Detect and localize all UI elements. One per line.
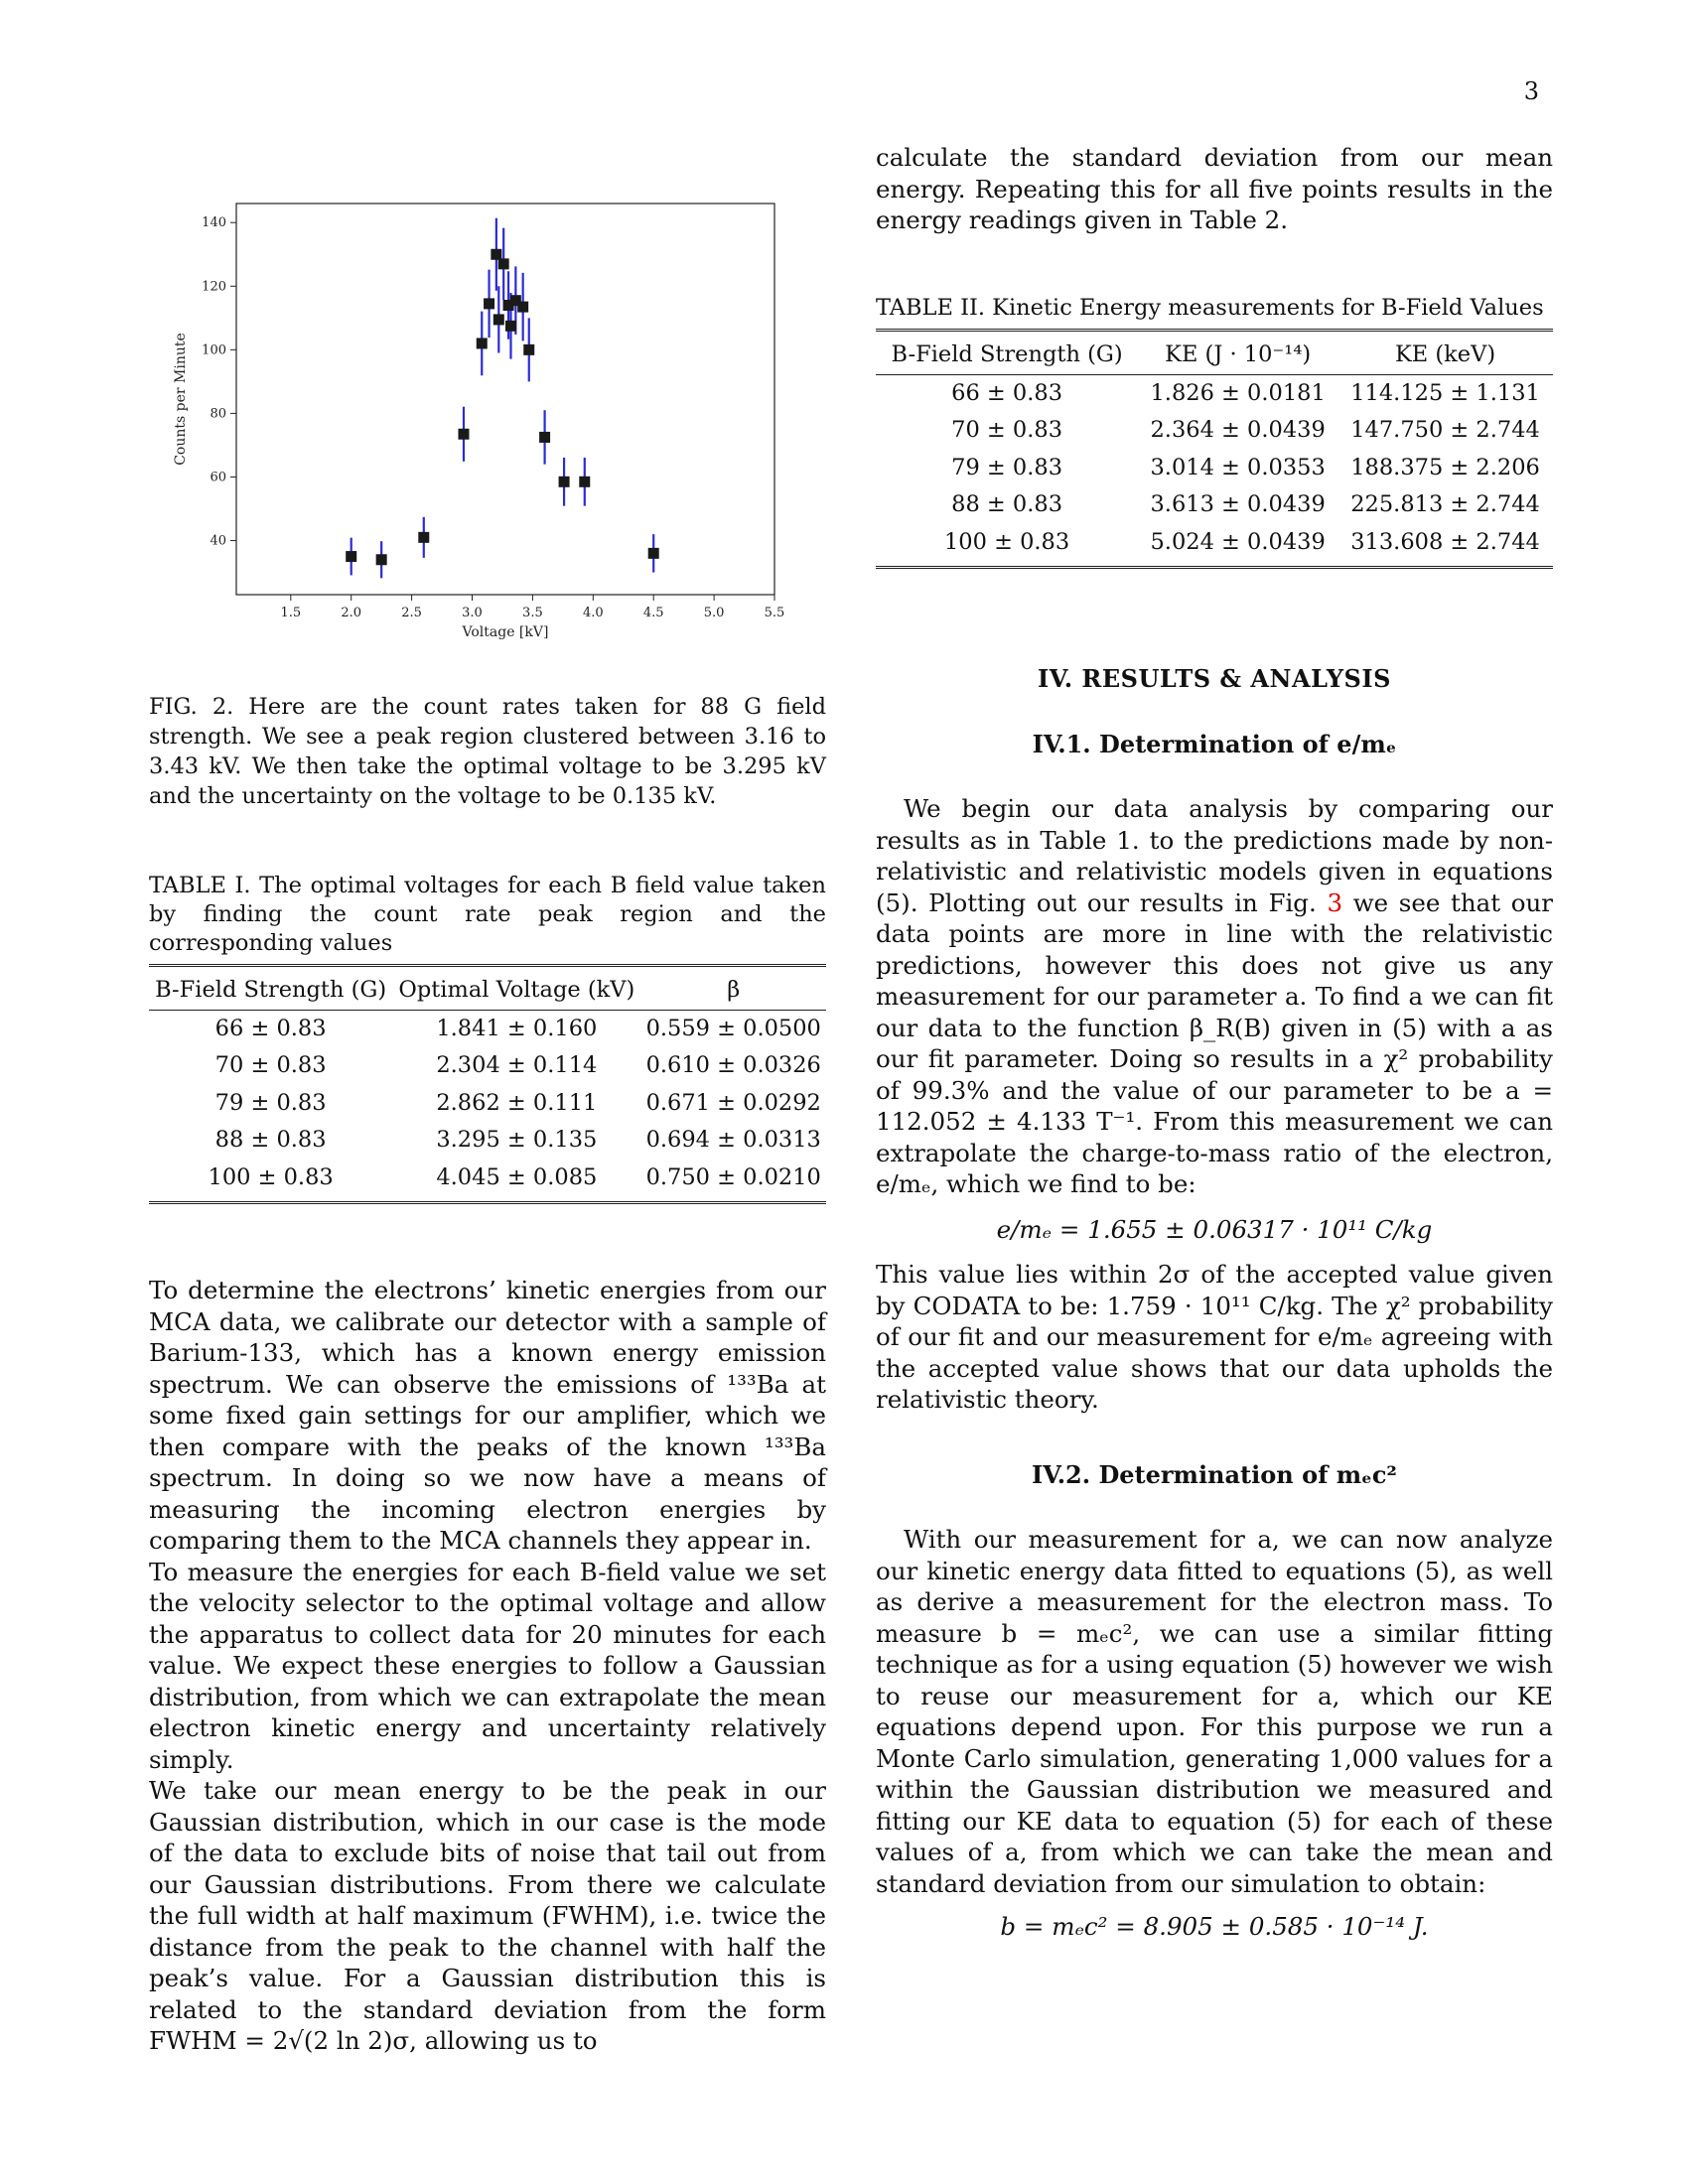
x-tick-label: 4.5: [642, 606, 664, 620]
subsection-heading: IV.1. Determination of e/mₑ: [1032, 729, 1397, 758]
x-tick-label: 1.5: [280, 606, 302, 620]
table-row: [876, 450, 1553, 487]
y-tick-label: 100: [202, 342, 226, 358]
left-column-body: [149, 1275, 826, 2057]
table-cell: 79 ± 0.83: [951, 454, 1063, 480]
table-cell: 188.375 ± 2.206: [1350, 454, 1540, 480]
table-cell: 4.045 ± 0.085: [392, 1160, 640, 1203]
subsection-heading: IV.2. Determination of mₑc²: [1032, 1459, 1397, 1489]
y-tick-label: 40: [210, 533, 226, 549]
x-tick-label: 3.0: [462, 606, 483, 620]
table-header-row: [876, 331, 1553, 375]
table-row: [876, 412, 1553, 450]
table-cell: 3.014 ± 0.0353: [1150, 454, 1326, 480]
figure-caption: FIG. 2. Here are the count rates taken for 88 G field strength. We see a peak region clustered between 3.16 to 3.43 kV. We then take the optimal voltage to be 3.295 kV and the uncertainty on the voltage to be 0.135 kV.: [149, 694, 826, 809]
figure-2: [159, 194, 794, 660]
results-section: [876, 663, 1553, 1943]
table-cell: 66 ± 0.83: [951, 379, 1063, 406]
figure-reference-link[interactable]: 3: [1327, 887, 1343, 917]
table-cell: 100 ± 0.83: [876, 524, 1138, 568]
table-cell: 114.125 ± 1.131: [1350, 379, 1540, 406]
table-cell: 3.295 ± 0.135: [436, 1127, 598, 1153]
table-header-cell: B-Field Strength (G): [149, 966, 392, 1011]
table-row: [876, 486, 1553, 524]
table-row: [876, 374, 1553, 412]
table-1-caption: TABLE I. The optimal voltages for each B field value taken by finding the count rate peak region and the corresponding values: [149, 873, 826, 956]
data-point: [491, 249, 501, 260]
table-cell: 88 ± 0.83: [214, 1127, 327, 1153]
body-text: we see that our data points are more in line with the relativistic predictions, however this does not give us any measurement for our parameter a. To find a we can fit our data to the function β_R(B) given in (5) with a as our fit parameter. Doing so results in a χ² probability of 99.3% and the value of our parameter to be a = 112.052 ± 4.133 T⁻¹. From this measurement we can extrapolate the charge-to-mass ratio of the electron, e/mₑ, which we find to be:: [876, 887, 1553, 1198]
data-point: [376, 554, 387, 565]
body-paragraph: With our measurement for a, we can now analyze our kinetic energy data fitted to equations (5), as well as derive a measurement for the electron mass. To measure b = mₑc², we can use a similar fitting technique as for a using equation (5) however we wish to reuse our measurement for a, which our KE equations depend upon. For this purpose we run a Monte Carlo simulation, generating 1,000 values for a within the Gaussian distribution we measured and fitting our KE data to equation (5) for each of these values of a, from which we can take the mean and standard deviation from our simulation to obtain:: [876, 1525, 1553, 1898]
table-cell: 0.559 ± 0.0500: [645, 1015, 821, 1041]
table-2-block: [876, 294, 1553, 569]
data-point: [458, 429, 469, 440]
page-number: 3: [1523, 77, 1539, 105]
x-tick-label: 5.0: [703, 606, 725, 620]
body-paragraph: [876, 793, 1553, 1200]
table-cell: 225.813 ± 2.744: [1350, 491, 1540, 517]
table-header-row: [149, 966, 826, 1011]
data-point: [346, 551, 356, 562]
data-point: [505, 321, 516, 332]
equation: e/mₑ = 1.655 ± 0.06317 · 10¹¹ C/kg: [996, 1214, 1433, 1244]
table-cell: 0.750 ± 0.0210: [640, 1160, 826, 1203]
x-tick-label: 5.5: [764, 606, 785, 620]
table-row: [149, 1085, 826, 1123]
table-row: [149, 1160, 826, 1203]
table-1: [149, 964, 826, 1204]
body-paragraph: To determine the electrons’ kinetic energies from our MCA data, we calibrate our detector with a sample of Barium-133, which has a known energy emission spectrum. We can observe the emissions of ¹³³Ba at some fixed gain settings for our amplifier, which we then compare with the peaks of the known ¹³³Ba spectrum. In doing so we now have a means of measuring the incoming electron energies by comparing them to the MCA channels they appear in.: [149, 1276, 826, 1555]
table-row: [149, 1010, 826, 1047]
table-cell: 2.364 ± 0.0439: [1150, 417, 1326, 443]
table-cell: 0.694 ± 0.0313: [645, 1127, 821, 1153]
data-point: [484, 298, 494, 309]
section-heading: IV. RESULTS & ANALYSIS: [1038, 664, 1391, 693]
table-cell: 0.671 ± 0.0292: [645, 1089, 821, 1116]
right-column-top: [876, 142, 1553, 236]
table-cell: 147.750 ± 2.744: [1350, 417, 1540, 443]
table-2: [876, 329, 1553, 569]
body-paragraph: calculate the standard deviation from our mean energy. Repeating this for all five points results in the energy readings given in Table 2.: [876, 143, 1553, 234]
data-point: [523, 344, 534, 355]
data-point: [418, 532, 429, 543]
x-tick-label: 3.5: [522, 606, 543, 620]
table-header-cell: KE (J · 10⁻¹⁴): [1138, 331, 1337, 375]
table-2-caption: TABLE II. Kinetic Energy measurements for B-Field Values: [876, 295, 1544, 321]
x-axis-label: Voltage [kV]: [462, 624, 549, 640]
table-cell: 100 ± 0.83: [149, 1160, 392, 1203]
data-point: [477, 338, 488, 348]
data-point: [539, 432, 550, 443]
table-cell: 313.608 ± 2.744: [1337, 524, 1553, 568]
y-tick-label: 120: [202, 279, 226, 295]
x-tick-label: 2.0: [341, 606, 362, 620]
data-point: [559, 477, 570, 487]
table-row: [149, 1047, 826, 1085]
table-header-cell: B-Field Strength (G): [876, 331, 1138, 375]
data-point: [498, 258, 509, 269]
data-point: [648, 548, 659, 559]
table-header-cell: KE (keV): [1337, 331, 1553, 375]
y-axis-label: Counts per Minute: [173, 333, 189, 466]
x-tick-label: 4.0: [582, 606, 604, 620]
body-paragraph: This value lies within 2σ of the accepted value given by CODATA to be: 1.759 · 10¹¹ C/kg. The χ² probability of our fit and our measurement for e/mₑ agreeing with the accepted value shows that our data upholds the relativistic theory.: [876, 1260, 1553, 1414]
table-cell: 79 ± 0.83: [214, 1089, 327, 1116]
table-row: [149, 1122, 826, 1160]
table-cell: 66 ± 0.83: [214, 1015, 327, 1041]
body-paragraph: To measure the energies for each B-field value we set the velocity selector to the optimal voltage and allow the apparatus to collect data for 20 minutes for each value. We expect these energies to follow a Gaussian distribution, from which we can extrapolate the mean electron kinetic energy and uncertainty relatively simply.: [149, 1557, 826, 1774]
body-text: We begin our data analysis by comparing our results as in Table 1. to the predictions made by non-relativistic and relativistic models given in equations (5). Plotting out our results in Fig.: [876, 794, 1553, 917]
y-tick-label: 80: [210, 406, 226, 422]
table-cell: 2.304 ± 0.114: [436, 1052, 598, 1078]
table-row: [876, 524, 1553, 568]
table-cell: 70 ± 0.83: [214, 1052, 327, 1078]
table-cell: 88 ± 0.83: [951, 491, 1063, 517]
data-point: [517, 302, 528, 313]
table-cell: 1.826 ± 0.0181: [1150, 379, 1326, 406]
count-rate-chart: [159, 194, 794, 664]
body-paragraph: We take our mean energy to be the peak in our Gaussian distribution, which in our case is the mode of the data to exclude bits of noise that tail out from our Gaussian distributions. From there we calculate the full width at half maximum (FWHM), i.e. twice the distance from the peak to the channel with half the peak’s value. For a Gaussian distribution this is related to the standard deviation from the form FWHM = 2√(2 ln 2)σ, allowing us to: [149, 1776, 826, 2055]
data-point: [493, 314, 504, 325]
table-cell: 0.610 ± 0.0326: [645, 1052, 821, 1078]
table-cell: 70 ± 0.83: [951, 417, 1063, 443]
chart-svg: [159, 194, 794, 660]
table-header-cell: Optimal Voltage (kV): [392, 966, 640, 1011]
y-tick-label: 140: [202, 215, 226, 231]
x-tick-label: 2.5: [401, 606, 422, 620]
table-cell: 3.613 ± 0.0439: [1150, 491, 1326, 517]
table-cell: 5.024 ± 0.0439: [1138, 524, 1337, 568]
data-point: [579, 477, 590, 487]
table-cell: 2.862 ± 0.111: [436, 1089, 598, 1116]
table-header-cell: β: [640, 966, 826, 1011]
left-column-upper: [149, 692, 826, 811]
equation: b = mₑc² = 8.905 ± 0.585 · 10⁻¹⁴ J.: [1000, 1912, 1429, 1941]
table-1-block: [149, 872, 826, 1204]
table-cell: 1.841 ± 0.160: [436, 1015, 598, 1041]
y-tick-label: 60: [210, 470, 226, 485]
